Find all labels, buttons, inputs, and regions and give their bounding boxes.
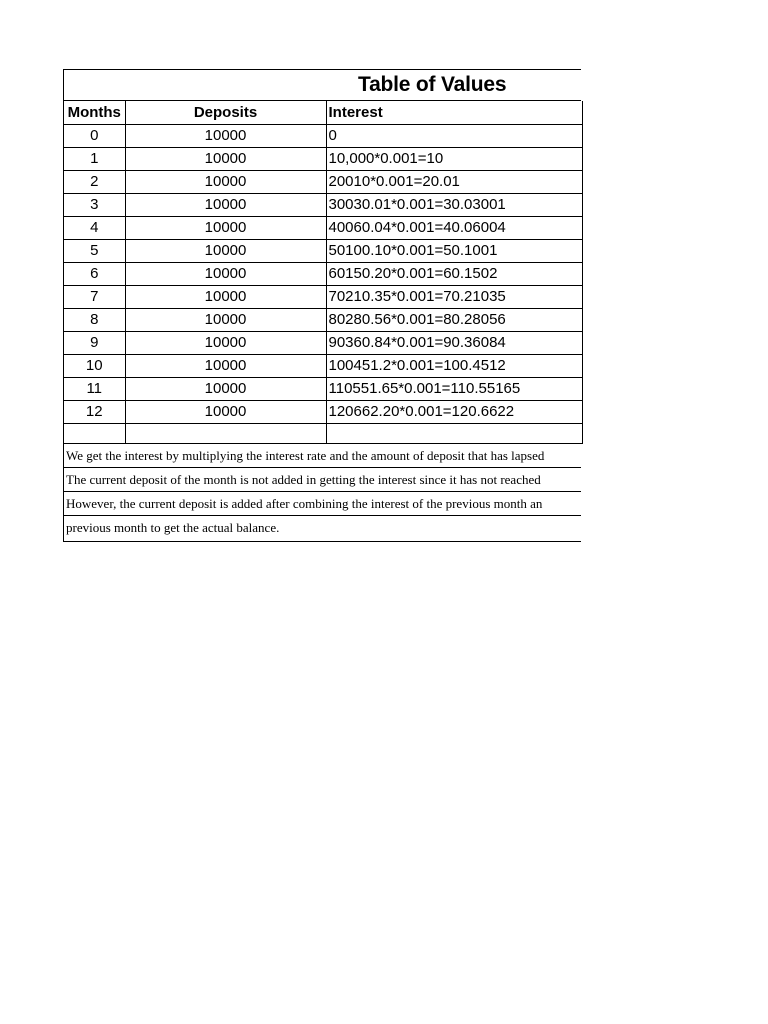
- title-row: [64, 70, 581, 101]
- month-cell: 1: [64, 147, 125, 170]
- interest-cell: 60150.20*0.001=60.1502: [326, 262, 582, 285]
- deposit-cell: 10000: [125, 285, 326, 308]
- deposits-header: Deposits: [125, 101, 326, 124]
- month-cell: 9: [64, 331, 125, 354]
- spreadsheet: [63, 69, 581, 542]
- months-header: Months: [64, 101, 125, 124]
- deposit-cell: 10000: [125, 262, 326, 285]
- empty-cell: [64, 423, 125, 443]
- month-cell: 5: [64, 239, 125, 262]
- interest-header: Interest: [326, 101, 582, 124]
- month-cell: 4: [64, 216, 125, 239]
- deposit-cell: 10000: [125, 377, 326, 400]
- interest-cell: 120662.20*0.001=120.6622: [326, 400, 582, 423]
- note-line: previous month to get the actual balance.: [64, 516, 581, 542]
- note-line: However, the current deposit is added after combining the interest of the previous month an: [64, 492, 581, 516]
- interest-cell: 90360.84*0.001=90.36084: [326, 331, 582, 354]
- month-cell: 7: [64, 285, 125, 308]
- deposit-cell: 10000: [125, 216, 326, 239]
- deposit-cell: 10000: [125, 193, 326, 216]
- interest-cell: 10,000*0.001=10: [326, 147, 582, 170]
- deposit-cell: 10000: [125, 400, 326, 423]
- page-title: Table of Values: [358, 73, 507, 96]
- table-row: [64, 331, 582, 354]
- empty-cell: [125, 423, 326, 443]
- month-cell: 0: [64, 124, 125, 147]
- interest-cell: 80280.56*0.001=80.28056: [326, 308, 582, 331]
- table-row: [64, 285, 582, 308]
- month-cell: 12: [64, 400, 125, 423]
- interest-cell: 100451.2*0.001=100.4512: [326, 354, 582, 377]
- table-row: [64, 147, 582, 170]
- interest-cell: 70210.35*0.001=70.21035: [326, 285, 582, 308]
- deposit-cell: 10000: [125, 354, 326, 377]
- table-row: [64, 216, 582, 239]
- deposit-cell: 10000: [125, 147, 326, 170]
- table-row: [64, 193, 582, 216]
- month-cell: 11: [64, 377, 125, 400]
- month-cell: 6: [64, 262, 125, 285]
- deposit-cell: 10000: [125, 308, 326, 331]
- table-row: [64, 124, 582, 147]
- empty-cell: [326, 423, 582, 443]
- interest-cell: 50100.10*0.001=50.1001: [326, 239, 582, 262]
- deposit-cell: 10000: [125, 124, 326, 147]
- interest-cell: 110551.65*0.001=110.55165: [326, 377, 582, 400]
- deposit-cell: 10000: [125, 331, 326, 354]
- month-cell: 10: [64, 354, 125, 377]
- interest-cell: 20010*0.001=20.01: [326, 170, 582, 193]
- notes-section: [64, 444, 581, 542]
- table-row: [64, 377, 582, 400]
- interest-cell: 0: [326, 124, 582, 147]
- empty-row: [64, 423, 582, 443]
- table-row: [64, 308, 582, 331]
- month-cell: 8: [64, 308, 125, 331]
- table-body: [64, 124, 582, 443]
- month-cell: 2: [64, 170, 125, 193]
- month-cell: 3: [64, 193, 125, 216]
- table-row: [64, 262, 582, 285]
- deposit-cell: 10000: [125, 239, 326, 262]
- table-row: [64, 354, 582, 377]
- interest-cell: 30030.01*0.001=30.03001: [326, 193, 582, 216]
- header-row: [64, 101, 582, 124]
- note-line: The current deposit of the month is not added in getting the interest since it has not reached: [64, 468, 581, 492]
- table-row: [64, 239, 582, 262]
- values-table: [64, 101, 583, 444]
- interest-cell: 40060.04*0.001=40.06004: [326, 216, 582, 239]
- table-row: [64, 400, 582, 423]
- note-line: We get the interest by multiplying the interest rate and the amount of deposit that has lapsed: [64, 444, 581, 468]
- deposit-cell: 10000: [125, 170, 326, 193]
- table-row: [64, 170, 582, 193]
